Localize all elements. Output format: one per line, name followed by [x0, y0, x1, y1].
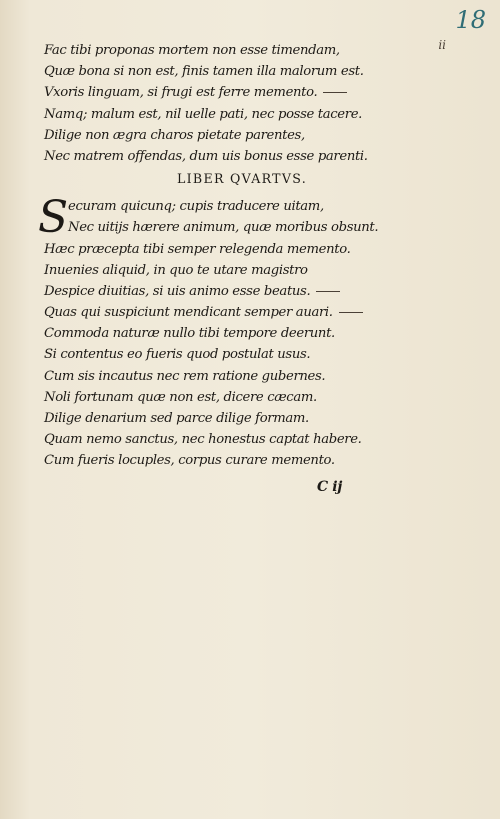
folio-number: 18	[455, 6, 486, 34]
verse-line: Si contentus eo fueris quod postulat usus.	[44, 347, 311, 363]
drop-capital: S	[38, 192, 68, 244]
verse-line: Quæ bona si non est, finis tamen illa malorum est.	[44, 64, 364, 80]
verse-text: Vxoris linguam, si frugi est ferre memento.	[44, 85, 318, 101]
verse-line: Namq; malum est, nil uelle pati, nec posse tacere.	[44, 106, 363, 122]
verse-line	[44, 302, 450, 323]
dropcap-block	[38, 192, 450, 244]
verse-line: ecuram quicunq; cupis traducere uitam,	[68, 199, 324, 215]
verse-line: Noli fortunam quæ non est, dicere cæcam.	[44, 389, 317, 405]
verse-line: Quam nemo sanctus, nec honestus captat habere.	[44, 432, 362, 448]
line-rule	[323, 92, 347, 93]
line-rule	[339, 312, 363, 313]
verse-line: Dilige denarium sed parce dilige formam.	[44, 411, 309, 426]
line-rule	[316, 291, 340, 292]
verse-line: Dilige non ægra charos pietate parentes,	[44, 127, 305, 143]
verse-line	[44, 82, 450, 103]
verse-line	[44, 281, 450, 302]
poem-text	[38, 40, 450, 500]
verse-line: Nec uitijs hærere animum, quæ moribus obsunt.	[68, 220, 379, 236]
verse-line: Cum fueris locuples, corpus curare memento.	[44, 453, 335, 469]
verse-text: Despice diuitias, si uis animo esse beatus.	[44, 283, 311, 299]
book-heading: LIBER QVARTVS.	[176, 171, 308, 187]
verse-line: Commoda naturæ nullo tibi tempore deerunt.	[44, 326, 335, 342]
verse-line: Nec matrem offendas, dum uis bonus esse parenti.	[44, 148, 368, 164]
verse-line: Fac tibi proponas mortem non esse timendam,	[44, 43, 340, 58]
corner-mark: ii	[438, 38, 446, 52]
verse-line: Cum sis incautus nec rem ratione gubernes.	[44, 368, 326, 384]
verse-line: Hæc præcepta tibi semper relegenda memento.	[44, 241, 351, 257]
verse-line: Inuenies aliquid, in quo te utare magistro	[44, 262, 308, 278]
verse-text: Quas qui suspiciunt mendicant semper auari.	[44, 305, 333, 321]
signature-mark: C ij	[316, 478, 342, 495]
